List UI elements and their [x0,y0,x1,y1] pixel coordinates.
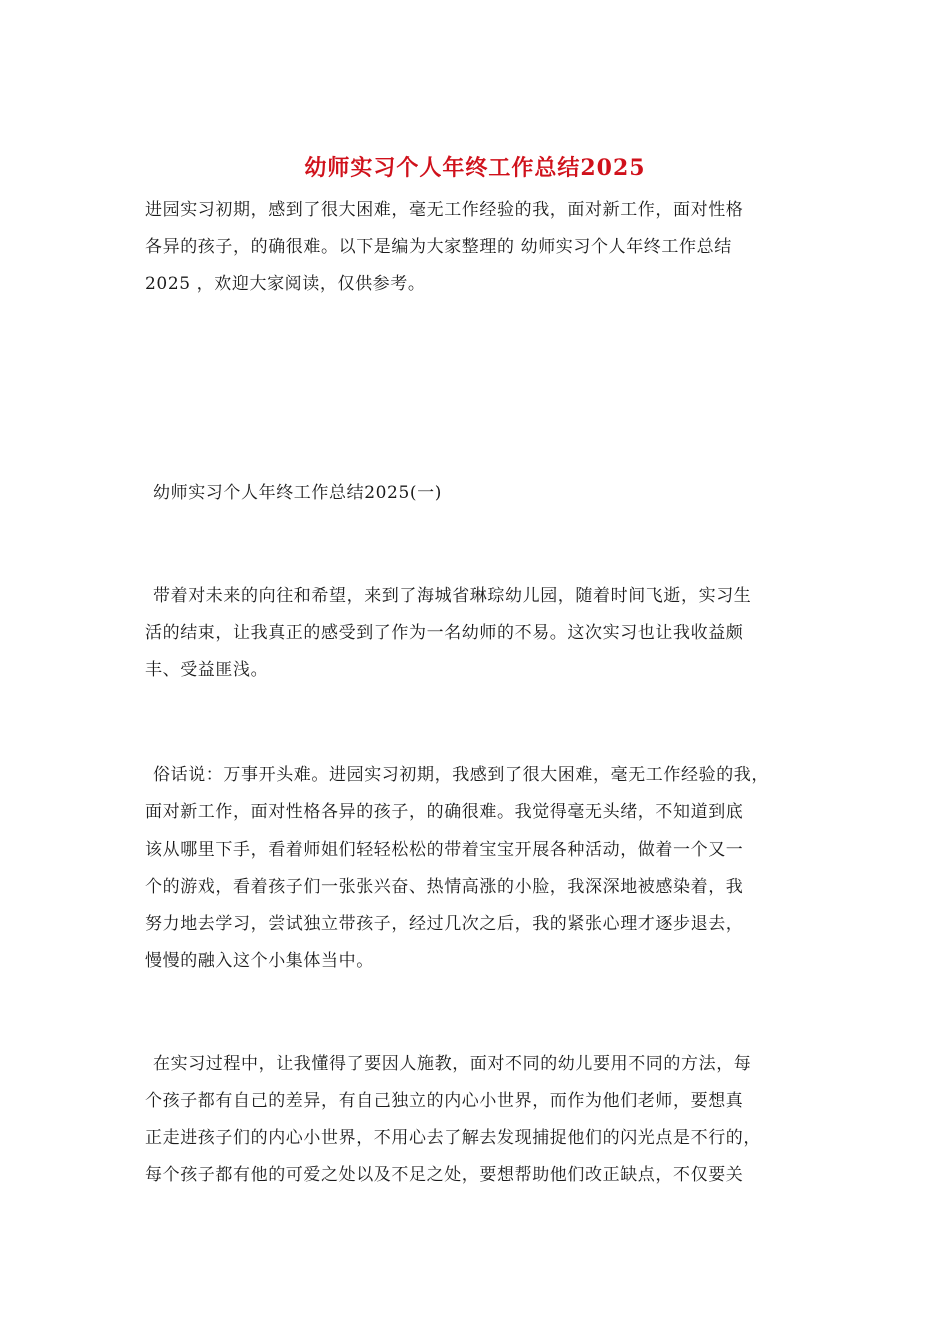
paragraph-2-line-6: 慢慢的融入这个小集体当中。 [145,951,374,971]
paragraph-3-line-2: 个孩子都有自己的差异，有自己独立的内心小世界，而作为他们老师，要想真 [145,1091,744,1111]
intro-line-3: 2025 ，欢迎大家阅读，仅供参考。 [145,274,426,294]
intro-line-2: 各异的孩子，的确很难。以下是编为大家整理的 幼师实习个人年终工作总结 [145,237,732,257]
paragraph-2-line-3: 该从哪里下手，看着师姐们轻轻松松的带着宝宝开展各种活动，做着一个又一 [145,840,744,860]
paragraph-3-line-1: 在实习过程中，让我懂得了要因人施教，面对不同的幼儿要用不同的方法，每 [153,1054,752,1074]
paragraph-2-line-4: 个的游戏，看着孩子们一张张兴奋、热情高涨的小脸，我深深地被感染着，我 [145,877,744,897]
paragraph-2-line-5: 努力地去学习，尝试独立带孩子，经过几次之后，我的紧张心理才逐步退去， [145,914,744,934]
paragraph-3-line-3: 正走进孩子们的内心小世界，不用心去了解去发现捕捉他们的闪光点是不行的， [145,1128,761,1148]
paragraph-2-line-2: 面对新工作，面对性格各异的孩子，的确很难。我觉得毫无头绪，不知道到底 [145,802,744,822]
paragraph-3-line-4: 每个孩子都有他的可爱之处以及不足之处，要想帮助他们改正缺点，不仅要关 [145,1165,744,1185]
paragraph-1-line-1: 带着对未来的向往和希望，来到了海城省琳琮幼儿园，随着时间飞逝，实习生 [153,586,752,606]
paragraph-1-line-2: 活的结束，让我真正的感受到了作为一名幼师的不易。这次实习也让我收益颇 [145,623,744,643]
paragraph-1-line-3: 丰、受益匪浅。 [145,660,269,680]
paragraph-2-line-1: 俗话说：万事开头难。进园实习初期，我感到了很大困难，毫无工作经验的我， [153,765,769,785]
intro-line-1: 进园实习初期，感到了很大困难，毫无工作经验的我，面对新工作，面对性格 [145,200,744,220]
section-heading: 幼师实习个人年终工作总结2025(一) [153,483,442,503]
document-title: 幼师实习个人年终工作总结2025 [304,155,646,181]
